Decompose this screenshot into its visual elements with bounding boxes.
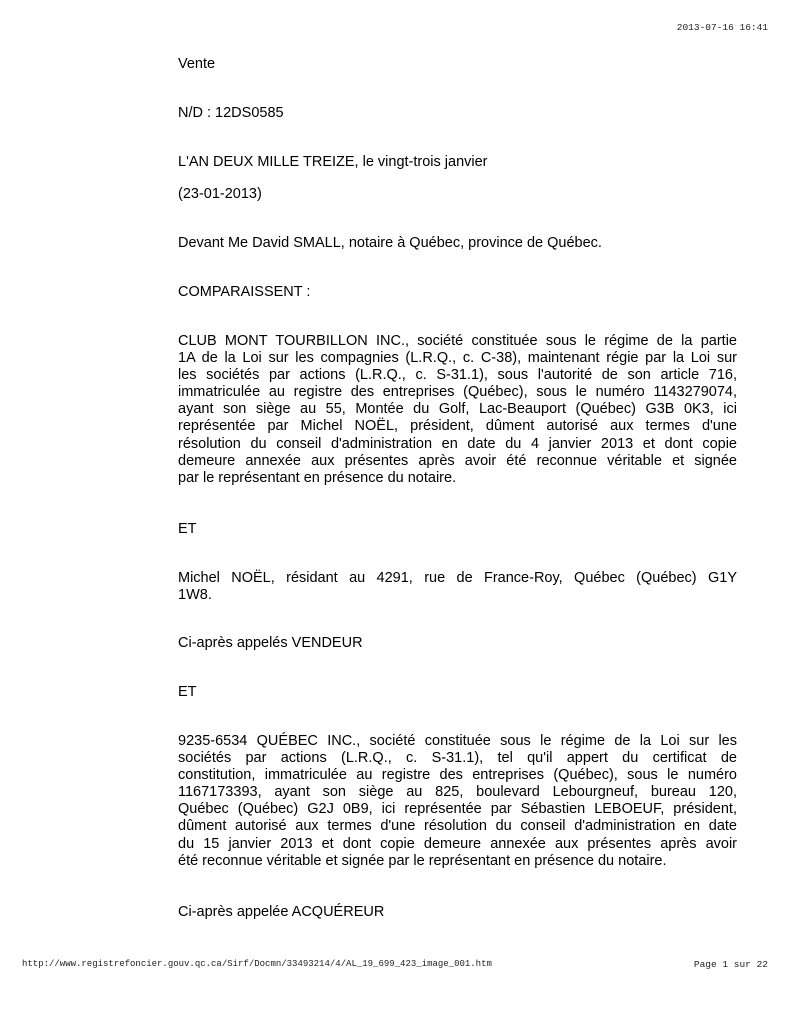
paragraph-line: 1W8.	[178, 587, 212, 604]
paragraph-line: sociétés par actions (L.R.Q., c. S-31.1), tel qu'il appert du certificat de	[178, 750, 737, 767]
and-separator: ET	[178, 684, 197, 700]
document-title: Vente	[178, 56, 216, 72]
paragraph-line: résolution du conseil d'administration en date du 4 janvier 2013 et dont copie	[178, 435, 737, 452]
party2-paragraph	[178, 570, 737, 604]
appearing-heading: COMPARAISSENT :	[178, 284, 311, 300]
paragraph-line: CLUB MONT TOURBILLON INC., société constituée sous le régime de la partie	[178, 333, 737, 349]
page-number: Page 1 sur 22	[693, 959, 768, 970]
paragraph-line: par le représentant en présence du notaire.	[178, 469, 457, 486]
print-timestamp: 2013-07-16 16:41	[676, 22, 768, 33]
paragraph-line: 1A de la Loi sur les compagnies (L.R.Q., c. C-38), maintenant régie par la Loi sur	[178, 350, 737, 367]
paragraph-line: demeure annexée aux présentes après avoir été reconnue véritable et signée	[178, 452, 737, 469]
paragraph-line: dûment autorisé aux termes d'une résolution du conseil d'administration en date	[178, 818, 737, 835]
paragraph-line: immatriculée au registre des entreprises (Québec), sous le numéro 1143279074,	[178, 384, 737, 401]
paragraph-line: représentée par Michel NOËL, président, dûment autorisé aux termes d'une	[178, 418, 737, 435]
paragraph-line: constitution, immatriculée au registre des entreprises (Québec), sous le numéro	[178, 767, 737, 784]
notary-statement: Devant Me David SMALL, notaire à Québec, province de Québec.	[178, 235, 602, 251]
date-numeric: (23-01-2013)	[178, 186, 262, 202]
reference-number: N/D : 12DS0585	[178, 105, 284, 121]
source-url: http://www.registrefoncier.gouv.qc.ca/Sirf/Docmn/33493214/4/AL_19_699_423_image_001.htm	[22, 959, 492, 969]
paragraph-line: du 15 janvier 2013 et dont copie demeure annexée aux présentes après avoir	[178, 835, 737, 852]
paragraph-line: ayant son siège au 55, Montée du Golf, Lac-Beauport (Québec) G3B 0K3, ici	[178, 401, 737, 418]
paragraph-line: été reconnue véritable et signée par le représentant en présence du notaire.	[178, 852, 667, 869]
paragraph-line: Québec (Québec) G2J 0B9, ici représentée par Sébastien LEBOEUF, président,	[178, 801, 737, 818]
paragraph-line: Michel NOËL, résidant au 4291, rue de France-Roy, Québec (Québec) G1Y	[178, 570, 737, 586]
party3-paragraph	[178, 733, 737, 870]
paragraph-line: 9235-6534 QUÉBEC INC., société constituée sous le régime de la Loi sur les	[178, 733, 737, 749]
buyer-label: Ci-après appelée ACQUÉREUR	[178, 904, 385, 920]
date-words: L'AN DEUX MILLE TREIZE, le vingt-trois janvier	[178, 154, 488, 170]
paragraph-line: les sociétés par actions (L.R.Q., c. S-31.1), sous l'autorité de son article 716,	[178, 367, 737, 384]
and-separator: ET	[178, 521, 197, 537]
seller-label: Ci-après appelés VENDEUR	[178, 635, 363, 651]
paragraph-line: 1167173393, ayant son siège au 825, boulevard Lebourgneuf, bureau 120,	[178, 784, 737, 801]
party1-paragraph	[178, 333, 737, 487]
